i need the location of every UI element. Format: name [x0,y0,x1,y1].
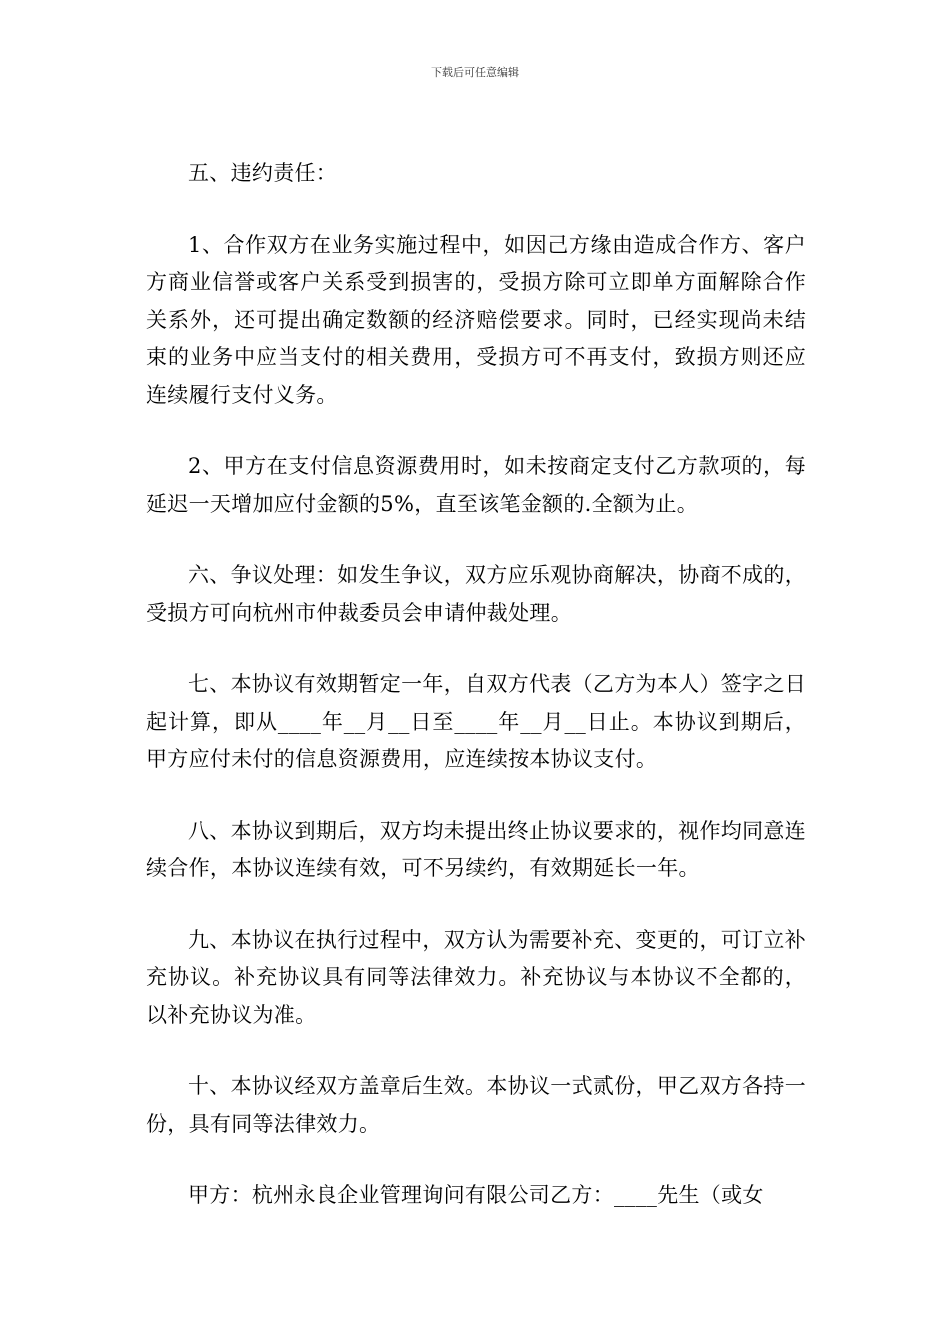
section-validity-period: 七、本协议有效期暂定一年，自双方代表（乙方为本人）签字之日起计算，即从____年__月__日至____年__月__日止。本协议到期后，甲方应付未付的信息资源费用，应连续按本协议支付。 [146,672,806,771]
section-dispute-resolution: 六、争议处理：如发生争议，双方应乐观协商解决，协商不成的，受损方可向杭州市仲裁委员会申请仲裁处理。 [146,563,806,625]
section-heading-breach-liability: 五、违约责任： [188,161,338,185]
clause-1-damage-compensation: 1、合作双方在业务实施过程中，如因己方缘由造成合作方、客户方商业信誉或客户关系受到损害的，受损方除可立即单方面解除合作关系外，还可提出确定数额的经济赔偿要求。同时，已经实现尚未结束的业务中应当支付的相关费用，受损方可不再支付，致损方则还应连续履行支付义务。 [146,232,806,407]
document-body [146,155,806,1215]
clause-2-late-payment: 2、甲方在支付信息资源费用时，如未按商定支付乙方款项的，每延迟一天增加应付金额的5%，直至该笔金额的.全额为止。 [146,454,806,516]
section-supplementary-agreement: 九、本协议在执行过程中，双方认为需要补充、变更的，可订立补充协议。补充协议具有同等法律效力。补充协议与本协议不全都的，以补充协议为准。 [146,927,806,1027]
page-header: 下载后可任意编辑 [431,66,519,79]
section-effectiveness: 十、本协议经双方盖章后生效。本协议一式贰份，甲乙双方各持一份，具有同等法律效力。 [146,1074,806,1136]
parties-signature-line: 甲方：杭州永良企业管理询问有限公司乙方：____先生（或女 [188,1183,764,1207]
section-auto-renewal: 八、本协议到期后，双方均未提出终止协议要求的，视作均同意连续合作，本协议连续有效，可不另续约，有效期延长一年。 [146,818,806,880]
